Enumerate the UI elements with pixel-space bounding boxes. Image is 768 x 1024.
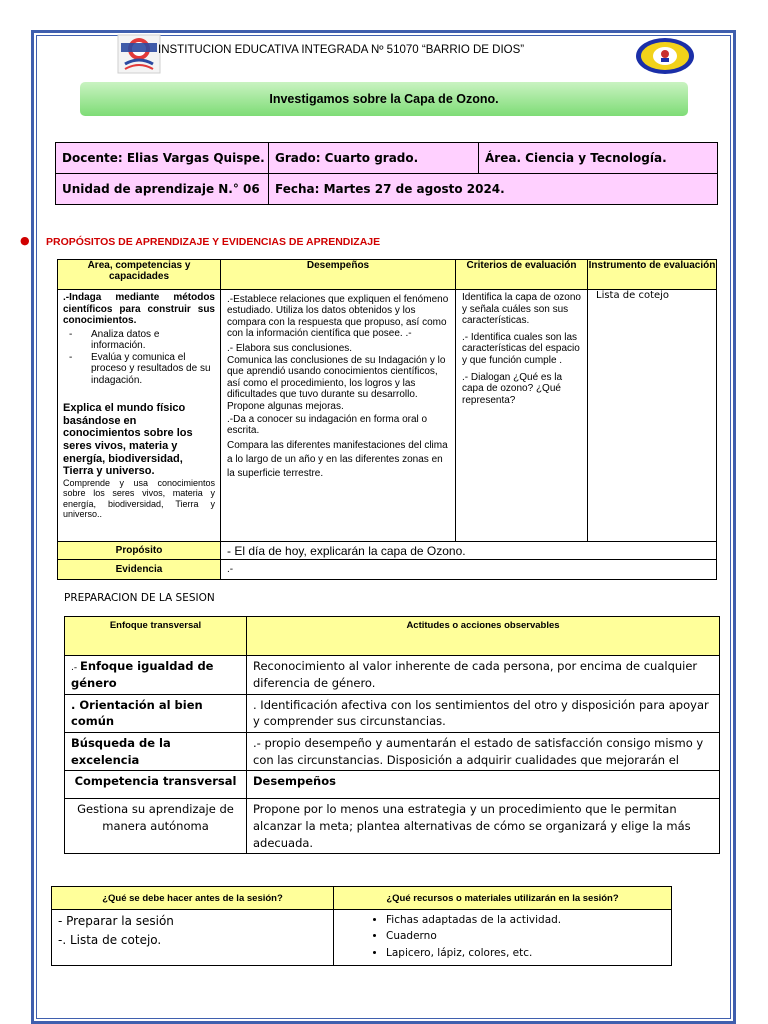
criterio-item: .- Dialogan ¿Qué es la capa de ozono? ¿Qué representa? [462,371,563,406]
ugel-logo [117,34,161,74]
enfoque-prefix: .- [71,663,80,673]
gestiona-desempeno-cell: Propone por lo menos una estrategia y un procedimiento que le permitan alcanzar la meta; plantea alternativas de cómo se organizará y elige la más adecuada. [247,799,720,854]
criterio-item: .- Identifica cuales son las características del espacio y que función cumple . [462,331,580,366]
enfoque-name: Búsqueda de la excelencia [71,736,171,767]
actitud-cell: .- propio desempeño y aumentarán el estado de satisfacción consigo mismo y con las circunstancias. Disposición a adquirir cualidades que mejorarán el [247,733,720,771]
school-name: INSTITUCION EDUCATIVA INTEGRADA Nº 51070 “BARRIO DE DIOS” [158,44,525,56]
desempeno-item: Comunica las conclusiones de su Indagación y lo que aprendió usando conocimientos científicos, así como el procedimiento, los logros y las dificultades que tuvo durante su desarrollo. Propone algunas mejoras. [227,354,446,412]
desempenos-label: Desempeños [247,771,720,799]
material-item: • Lapicero, lápiz, colores, etc. [386,945,671,961]
header-instrumento: Instrumento de evaluación [588,260,717,290]
actitud-cell: . Identificación afectiva con los sentimientos del otro y disposición para apoyar y comprender sus circunstancias. [247,694,720,732]
before-session-cell [52,910,334,966]
capacities-list [63,329,215,387]
enfoque-cell [65,733,247,771]
purposes-table [57,259,717,580]
enfoque-cell [65,656,247,695]
before-item: - Preparar la sesión [58,914,174,928]
header-materials: ¿Qué recursos o materiales utilizarán en la sesión? [334,887,672,910]
evidencia-text: .- [221,560,717,580]
lesson-title [80,82,688,116]
session-prep-label: PREPARACION DE LA SESION [64,592,215,604]
unidad-cell: Unidad de aprendizaje N.° 06 [56,174,269,205]
competence2-title: Explica el mundo físico basándose en conocimientos sobre los seres vivos, materia y energía, biodiversidad, Tierra y universo. [63,402,193,478]
docente-cell: Docente: Elias Vargas Quispe. [56,143,269,174]
header-desempenos: Desempeños [221,260,456,290]
lesson-title-text: Investigamos sobre la Capa de Ozono. [269,92,499,106]
enfoque-name: . Orientación al bien común [71,697,203,729]
competence2-desc: Comprende y usa conocimientos sobre los seres vivos, materia y energía, biodiversidad, Tierra y universo.. [63,477,215,519]
material-item: • Fichas adaptadas de la actividad. [386,912,671,928]
criterio-item: Identifica la capa de ozono y señala cuáles son sus características. [462,292,581,327]
enfoque-name: Enfoque igualdad de género [71,659,214,691]
school-crest-logo [635,37,695,75]
competence-intro: .-Indaga mediante métodos científicos para construir sus conocimientos. [63,292,215,326]
competences-cell [58,290,221,542]
header-area: Área, competencias y capacidades [58,260,221,290]
header-criterios: Criterios de evaluación [456,260,588,290]
header-enfoque: Enfoque transversal [65,617,247,656]
transversal-table [64,616,720,854]
desempeno-item: .-Establece relaciones que expliquen el fenómeno estudiado. Utiliza los datos obtenidos y los compara con la respuesta que propuso, así como con la información científica que posee. .- [227,294,449,340]
preparation-table [51,886,672,966]
desempeno-small: Compara las diferentes manifestaciones del clima a lo largo de un año y en las diferentes zonas en la superficie terrestre. [227,439,448,479]
proposito-text: - El día de hoy, explicarán la capa de Ozono. [221,542,717,560]
area-cell: Área. Ciencia y Tecnología. [479,143,718,174]
gestiona-cell: Gestiona su aprendizaje de manera autónoma [65,799,247,854]
materials-cell [334,910,672,966]
fecha-cell: Fecha: Martes 27 de agosto 2024. [269,174,718,205]
header-actitudes: Actitudes o acciones observables [247,617,720,656]
criterios-cell [456,290,588,542]
desempeno-item: .- Elabora sus conclusiones. [227,342,353,354]
materials-list [334,912,671,961]
capacity-item: - Evalúa y comunica el proceso y resultados de su indagación. [91,352,215,387]
bullet-icon: ● [20,234,30,247]
desempenos-cell [221,290,456,542]
actitud-cell: Reconocimiento al valor inherente de cada persona, por encima de cualquier diferencia de género. [247,656,720,695]
before-item: -. Lista de cotejo. [58,933,162,948]
proposito-label: Propósito [58,542,221,560]
grado-cell: Grado: Cuarto grado. [269,143,479,174]
purposes-heading: PROPÓSITOS DE APRENDIZAJE Y EVIDENCIAS DE APRENDIZAJE [46,236,381,248]
material-item: • Cuaderno [386,928,671,944]
capacity-item: - Analiza datos e información. [91,329,215,352]
session-info-table [55,142,718,205]
desempeno-item: .-Da a conocer su indagación en forma oral o escrita. [227,413,428,437]
evidencia-label: Evidencia [58,560,221,580]
instrumento-cell: Lista de cotejo [588,290,717,542]
enfoque-cell [65,694,247,732]
header-before-session: ¿Qué se debe hacer antes de la sesión? [52,887,334,910]
competencia-transversal-label: Competencia transversal [65,771,247,799]
